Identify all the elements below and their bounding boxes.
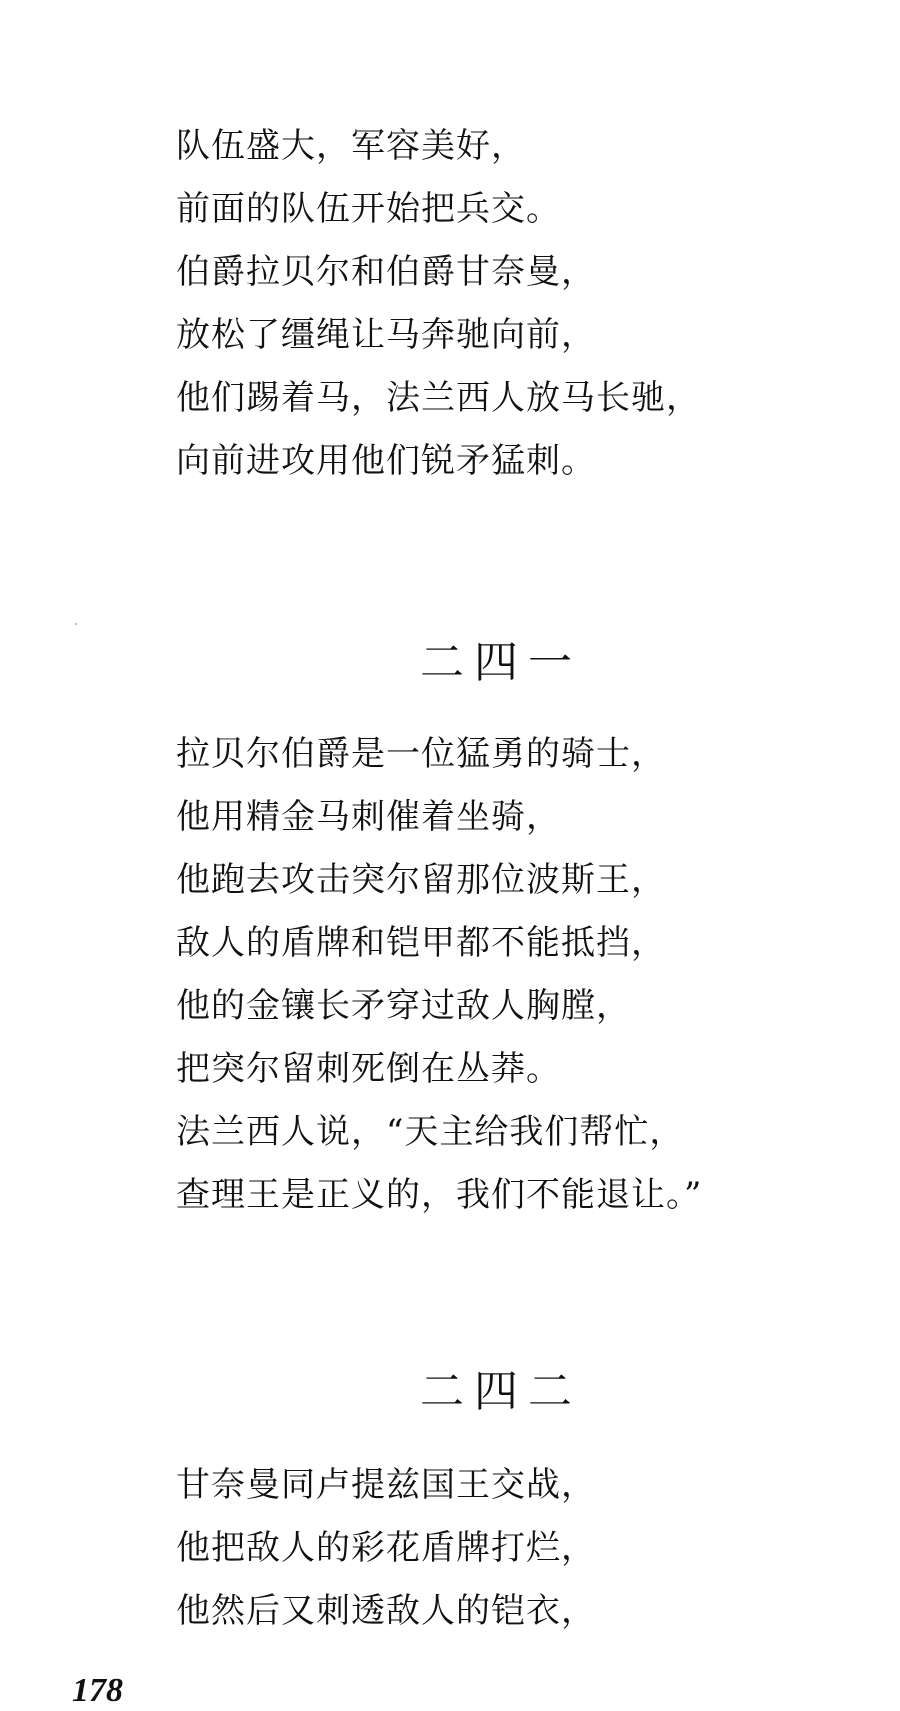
verse-line: 他的金镶长矛穿过敌人胸膛， — [176, 986, 631, 1026]
verse-line: 他然后又刺透敌人的铠衣， — [176, 1591, 596, 1631]
scan-speck — [75, 623, 77, 625]
page-number: 178 — [72, 1672, 123, 1709]
verse-line: 他把敌人的彩花盾牌打烂， — [176, 1528, 596, 1568]
verse-line: 他用精金马刺催着坐骑， — [176, 797, 561, 837]
stanza-241 — [176, 723, 702, 1227]
verse-line: 伯爵拉贝尔和伯爵甘奈曼， — [176, 252, 596, 292]
verse-line: 前面的队伍开始把兵交。 — [176, 189, 561, 229]
section-heading-241: 二四一 — [420, 637, 582, 688]
section-heading-242: 二四二 — [420, 1366, 582, 1417]
verse-line: 敌人的盾牌和铠甲都不能抵挡， — [176, 923, 666, 963]
stanza-242 — [176, 1454, 596, 1643]
verse-line: 查理王是正义的，我们不能退让。” — [176, 1175, 703, 1215]
verse-line: 放松了缰绳让马奔驰向前， — [176, 315, 596, 355]
verse-line: 甘奈曼同卢提兹国王交战， — [176, 1465, 596, 1505]
verse-line: 法兰西人说，“天主给我们帮忙， — [176, 1112, 685, 1152]
verse-line: 他们踢着马，法兰西人放马长驰， — [176, 378, 701, 418]
verse-line: 把突尔留刺死倒在丛莽。 — [176, 1049, 561, 1089]
stanza-240-continued — [176, 115, 701, 493]
verse-line: 他跑去攻击突尔留那位波斯王， — [176, 860, 666, 900]
verse-line: 拉贝尔伯爵是一位猛勇的骑士， — [176, 734, 666, 774]
verse-line: 向前进攻用他们锐矛猛刺。 — [176, 441, 596, 481]
verse-line: 队伍盛大，军容美好， — [176, 126, 526, 166]
